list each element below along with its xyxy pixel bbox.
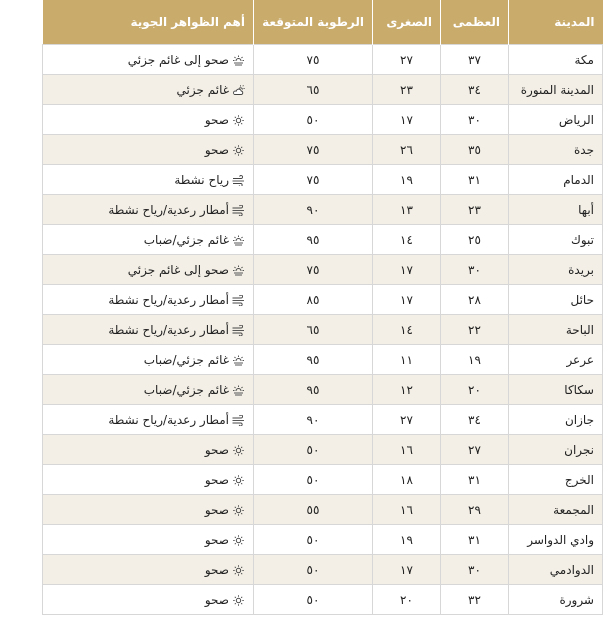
phenomena-text: غائم جزئي/ضباب: [143, 232, 229, 247]
min-temp-cell: ١٦: [373, 495, 441, 525]
phenomena-text: صحو: [204, 472, 229, 487]
max-temp-cell: ٢٢: [441, 315, 509, 345]
table-row: [43, 465, 603, 495]
table-row: [43, 135, 603, 165]
city-cell: عرعر: [509, 345, 603, 375]
table-row: [43, 105, 603, 135]
partly-cloudy-icon: [232, 85, 245, 96]
max-temp-cell: ٢٥: [441, 225, 509, 255]
phenomena-cell: [43, 75, 254, 105]
weather-table-container: [42, 0, 602, 615]
sun-haze-icon: [232, 355, 245, 366]
humidity-cell: ٥٠: [254, 435, 373, 465]
phenomena-text: أمطار رعدية/رياح نشطة: [108, 202, 229, 217]
phenomena-text: صحو: [204, 442, 229, 457]
max-temp-cell: ٢٨: [441, 285, 509, 315]
phenomena-cell: [43, 465, 254, 495]
humidity-cell: ٥٥: [254, 495, 373, 525]
humidity-cell: ٥٠: [254, 525, 373, 555]
phenomena-cell: [43, 435, 254, 465]
phenomena-cell: [43, 225, 254, 255]
max-temp-cell: ١٩: [441, 345, 509, 375]
phenomena-text: أمطار رعدية/رياح نشطة: [108, 412, 229, 427]
max-temp-cell: ٣٧: [441, 45, 509, 75]
max-temp-cell: ٢٧: [441, 435, 509, 465]
sun-haze-icon: [232, 385, 245, 396]
rain-wind-icon: [232, 205, 245, 216]
humidity-cell: ٥٠: [254, 555, 373, 585]
rain-wind-icon: [232, 325, 245, 336]
max-temp-cell: ٣٢: [441, 585, 509, 615]
phenomena-cell: [43, 255, 254, 285]
city-cell: حائل: [509, 285, 603, 315]
city-cell: تبوك: [509, 225, 603, 255]
table-row: [43, 45, 603, 75]
phenomena-cell: [43, 165, 254, 195]
sun-icon: [232, 505, 245, 516]
max-temp-cell: ٣٠: [441, 105, 509, 135]
phenomena-cell: [43, 135, 254, 165]
table-row: [43, 345, 603, 375]
sun-haze-icon: [232, 265, 245, 276]
min-temp-cell: ١٣: [373, 195, 441, 225]
min-temp-cell: ٢٦: [373, 135, 441, 165]
phenomena-cell: [43, 105, 254, 135]
humidity-cell: ٩٥: [254, 375, 373, 405]
humidity-cell: ٨٥: [254, 285, 373, 315]
min-temp-cell: ١٨: [373, 465, 441, 495]
phenomena-cell: [43, 285, 254, 315]
header-humidity: الرطوبة المتوقعة: [254, 0, 373, 45]
min-temp-cell: ٢٣: [373, 75, 441, 105]
phenomena-text: صحو: [204, 112, 229, 127]
phenomena-cell: [43, 405, 254, 435]
phenomena-cell: [43, 195, 254, 225]
humidity-cell: ٩٠: [254, 405, 373, 435]
phenomena-text: غائم جزئي/ضباب: [143, 382, 229, 397]
humidity-cell: ٦٥: [254, 315, 373, 345]
max-temp-cell: ٣٠: [441, 255, 509, 285]
table-row: [43, 75, 603, 105]
city-cell: جازان: [509, 405, 603, 435]
city-cell: الباحة: [509, 315, 603, 345]
min-temp-cell: ١٧: [373, 285, 441, 315]
min-temp-cell: ١٢: [373, 375, 441, 405]
phenomena-text: صحو: [204, 592, 229, 607]
min-temp-cell: ٢٧: [373, 405, 441, 435]
humidity-cell: ٥٠: [254, 585, 373, 615]
city-cell: مكة: [509, 45, 603, 75]
table-row: [43, 255, 603, 285]
min-temp-cell: ١٤: [373, 225, 441, 255]
sun-icon: [232, 535, 245, 546]
table-row: [43, 225, 603, 255]
humidity-cell: ٩٠: [254, 195, 373, 225]
table-row: [43, 555, 603, 585]
humidity-cell: ٥٠: [254, 465, 373, 495]
humidity-cell: ٦٥: [254, 75, 373, 105]
city-cell: الخرج: [509, 465, 603, 495]
min-temp-cell: ١٩: [373, 165, 441, 195]
table-row: [43, 525, 603, 555]
humidity-cell: ٥٠: [254, 105, 373, 135]
table-row: [43, 375, 603, 405]
table-row: [43, 585, 603, 615]
humidity-cell: ٩٥: [254, 345, 373, 375]
phenomena-cell: [43, 555, 254, 585]
city-cell: الدمام: [509, 165, 603, 195]
city-cell: أبها: [509, 195, 603, 225]
phenomena-text: صحو: [204, 532, 229, 547]
min-temp-cell: ١١: [373, 345, 441, 375]
phenomena-cell: [43, 375, 254, 405]
city-cell: سكاكا: [509, 375, 603, 405]
humidity-cell: ٧٥: [254, 45, 373, 75]
table-header-row: [43, 0, 603, 45]
min-temp-cell: ١٦: [373, 435, 441, 465]
max-temp-cell: ٢٣: [441, 195, 509, 225]
sun-haze-icon: [232, 235, 245, 246]
sun-icon: [232, 475, 245, 486]
table-body: [43, 45, 603, 615]
city-cell: وادي الدواسر: [509, 525, 603, 555]
header-city: المدينة: [509, 0, 603, 45]
max-temp-cell: ٣٤: [441, 405, 509, 435]
city-cell: جدة: [509, 135, 603, 165]
table-row: [43, 315, 603, 345]
sun-icon: [232, 145, 245, 156]
phenomena-cell: [43, 45, 254, 75]
phenomena-text: غائم جزئي/ضباب: [143, 352, 229, 367]
max-temp-cell: ٣١: [441, 525, 509, 555]
table-row: [43, 285, 603, 315]
sun-icon: [232, 445, 245, 456]
city-cell: المجمعة: [509, 495, 603, 525]
min-temp-cell: ١٧: [373, 255, 441, 285]
phenomena-cell: [43, 495, 254, 525]
city-cell: المدينة المنورة: [509, 75, 603, 105]
phenomena-text: صحو: [204, 142, 229, 157]
phenomena-cell: [43, 525, 254, 555]
header-phenomena: أهم الظواهر الجوية: [43, 0, 254, 45]
phenomena-text: صحو: [204, 502, 229, 517]
sun-icon: [232, 115, 245, 126]
min-temp-cell: ١٧: [373, 105, 441, 135]
humidity-cell: ٧٥: [254, 165, 373, 195]
phenomena-cell: [43, 585, 254, 615]
max-temp-cell: ٢٩: [441, 495, 509, 525]
phenomena-text: صحو: [204, 562, 229, 577]
min-temp-cell: ٢٧: [373, 45, 441, 75]
table-row: [43, 435, 603, 465]
table-row: [43, 405, 603, 435]
city-cell: نجران: [509, 435, 603, 465]
sun-haze-icon: [232, 55, 245, 66]
max-temp-cell: ٢٠: [441, 375, 509, 405]
table-row: [43, 195, 603, 225]
city-cell: الرياض: [509, 105, 603, 135]
max-temp-cell: ٣٥: [441, 135, 509, 165]
phenomena-cell: [43, 345, 254, 375]
min-temp-cell: ١٤: [373, 315, 441, 345]
max-temp-cell: ٣١: [441, 165, 509, 195]
table-row: [43, 165, 603, 195]
max-temp-cell: ٣٤: [441, 75, 509, 105]
phenomena-text: صحو إلى غائم جزئي: [127, 52, 229, 67]
rain-wind-icon: [232, 415, 245, 426]
max-temp-cell: ٣٠: [441, 555, 509, 585]
phenomena-text: أمطار رعدية/رياح نشطة: [108, 292, 229, 307]
header-max: العظمى: [441, 0, 509, 45]
max-temp-cell: ٣١: [441, 465, 509, 495]
humidity-cell: ٩٥: [254, 225, 373, 255]
humidity-cell: ٧٥: [254, 135, 373, 165]
phenomena-cell: [43, 315, 254, 345]
table-row: [43, 495, 603, 525]
wind-icon: [232, 175, 245, 186]
humidity-cell: ٧٥: [254, 255, 373, 285]
phenomena-text: أمطار رعدية/رياح نشطة: [108, 322, 229, 337]
city-cell: بريدة: [509, 255, 603, 285]
rain-wind-icon: [232, 295, 245, 306]
sun-icon: [232, 595, 245, 606]
min-temp-cell: ١٧: [373, 555, 441, 585]
city-cell: شرورة: [509, 585, 603, 615]
header-min: الصغرى: [373, 0, 441, 45]
sun-icon: [232, 565, 245, 576]
weather-table: [42, 0, 603, 615]
phenomena-text: غائم جزئي: [176, 82, 229, 97]
min-temp-cell: ٢٠: [373, 585, 441, 615]
phenomena-text: صحو إلى غائم جزئي: [127, 262, 229, 277]
min-temp-cell: ١٩: [373, 525, 441, 555]
city-cell: الدوادمي: [509, 555, 603, 585]
phenomena-text: رياح نشطة: [174, 172, 229, 187]
